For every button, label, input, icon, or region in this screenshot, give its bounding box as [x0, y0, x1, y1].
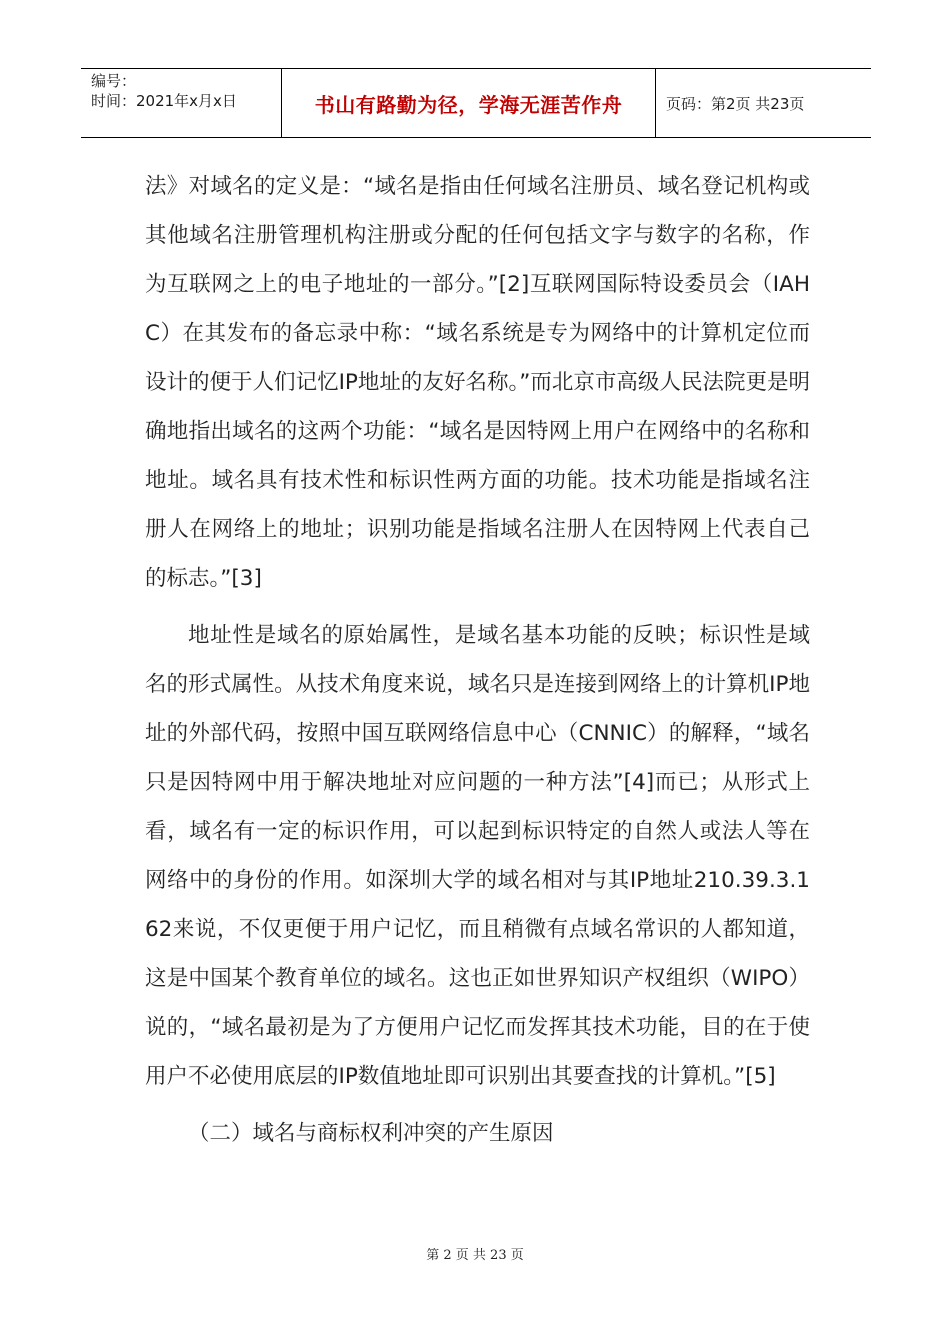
- page-footer: 第 2 页 共 23 页: [426, 1248, 524, 1263]
- paragraph-1: 法》对域名的定义是：“域名是指由任何域名注册员、域名登记机构或其他域名注册管理机构注册或分配的任何包括文字与数字的名称，作为互联网之上的电子地址的一部分。”[2]互联网国际特设委员会（IAHC）在其发布的备忘录中称：“域名系统是专为网络中的计算机定位而设计的便于人们记忆IP地址的友好名称。”而北京市高级人民法院更是明确地指出域名的这两个功能：“域名是因特网上用户在网络中的名称和地址。域名具有技术性和标识性两方面的功能。技术功能是指域名注册人在网络上的地址；识别功能是指域名注册人在因特网上代表自己的标志。”[3]: [145, 174, 810, 591]
- paragraph-2: 地址性是域名的原始属性，是域名基本功能的反映；标识性是域名的形式属性。从技术角度来说，域名只是连接到网络上的计算机IP地址的外部代码，按照中国互联网络信息中心（CNNIC）的解释，“域名只是因特网中用于解决地址对应问题的一种方法”[4]而已；从形式上看，域名有一定的标识作用，可以起到标识特定的自然人或法人等在网络中的身份的作用。如深圳大学的域名相对与其IP地址210.39.3.162来说，不仅更便于用户记忆，而且稍微有点域名常识的人都知道，这是中国某个教育单位的域名。这也正如世界知识产权组织（WIPO）说的，“域名最初是为了方便用户记忆而发挥其技术功能，目的在于使用户不必使用底层的IP数值地址即可识别出其要查找的计算机。”[5]: [145, 623, 810, 1089]
- page-header: [81, 68, 871, 138]
- section-heading: （二）域名与商标权利冲突的产生原因: [188, 1121, 554, 1146]
- date-label: 时间：2021年x月x日: [91, 92, 237, 110]
- header-meta: [81, 69, 282, 137]
- header-page-info: 页码：第2页 共23页: [666, 94, 805, 113]
- number-label: 编号：: [91, 72, 137, 90]
- header-motto: 书山有路勤为径，学海无涯苦作舟: [282, 69, 656, 137]
- document-body: [145, 162, 810, 1158]
